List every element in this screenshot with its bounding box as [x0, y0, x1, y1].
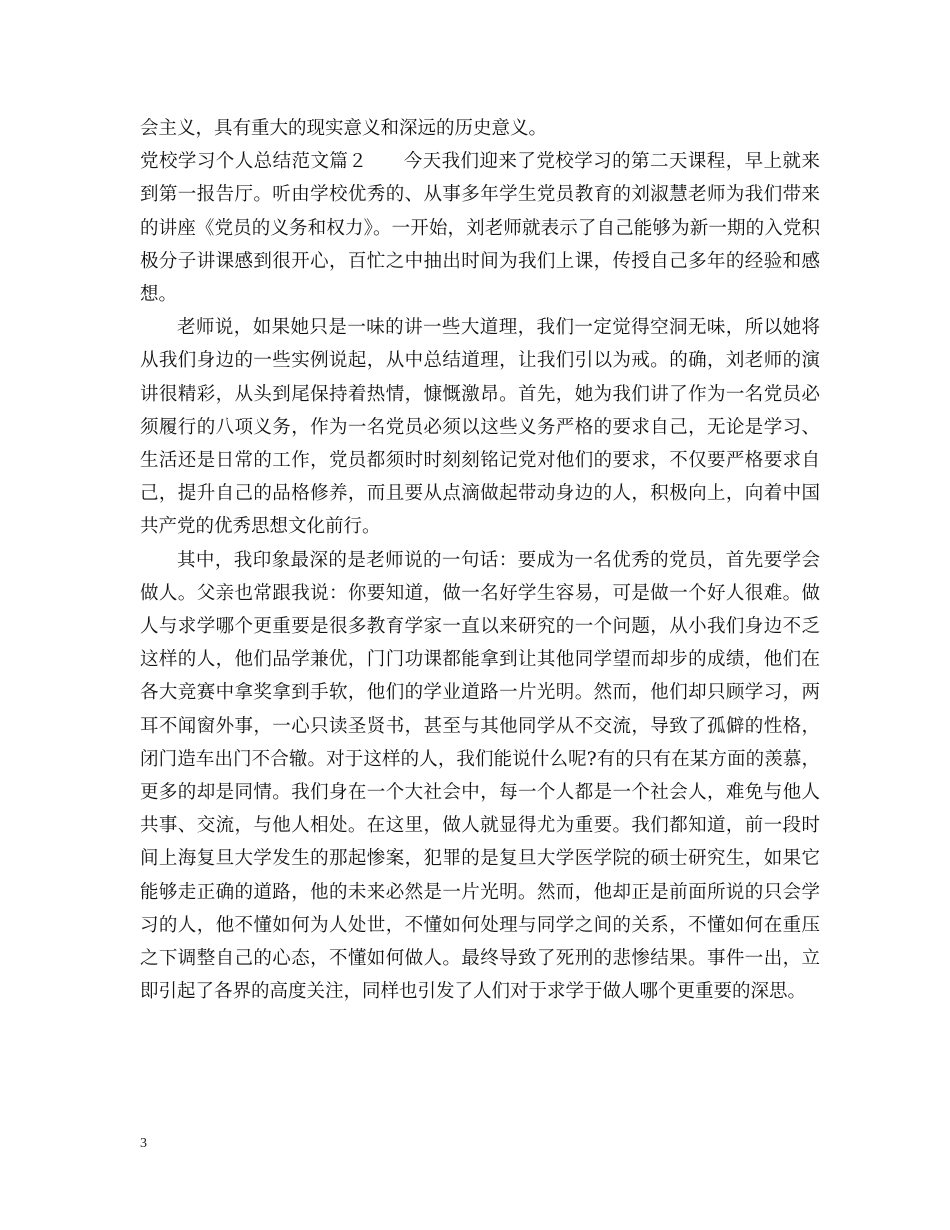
paragraph-continuation: 会主义，具有重大的现实意义和深远的历史意义。: [140, 118, 548, 139]
section-intro: 今天我们迎来了党校学习的第二天课程，早上就来到第一报告厅。听由学校优秀的、从事多年学生党员教育的刘淑慧老师为我们带来的讲座《党员的义务和权力》。一开始，刘老师就表示了自己能够为新一期的入党积极分子讲课感到很开心，百忙之中抽出时间为我们上课，传授自己多年的经验和感想。: [140, 151, 820, 306]
paragraph-teacher: 老师说，如果她只是一味的讲一些大道理，我们一定觉得空洞无味，所以她将从我们身边的一些实例说起，从中总结道理，让我们引以为戒。的确，刘老师的演讲很精彩，从头到尾保持着热情，慷慨激昂。首先，她为我们讲了作为一名党员必须履行的八项义务，作为一名党员必须以这些义务严格的要求自己，无论是学习、生活还是日常的工作，党员都须时时刻刻铭记党对他们的要求，不仅要严格要求自己，提升自己的品格修养，而且要从点滴做起带动身边的人，积极向上，向着中国共产党的优秀思想文化前行。: [140, 317, 820, 538]
section-paragraph: [140, 145, 820, 311]
section-heading: 党校学习个人总结范文篇２: [140, 151, 368, 173]
paragraph-impression: 其中，我印象最深的是老师说的一句话：要成为一名优秀的党员，首先要学会做人。父亲也常跟我说：你要知道，做一名好学生容易，可是做一个好人很难。做人与求学哪个更重要是很多教育学家一直以来研究的一个问题，从小我们身边不乏这样的人，他们品学兼优，门门功课都能拿到让其他同学望而却步的成绩，他们在各大竞赛中拿奖拿到手软，他们的学业道路一片光明。然而，他们却只顾学习，两耳不闻窗外事，一心只读圣贤书，甚至与其他同学从不交流，导致了孤僻的性格，闭门造车出门不合辙。对于这样的人，我们能说什么呢?有的只有在某方面的羡慕，更多的却是同情。我们身在一个大社会中，每一个人都是一个社会人，难免与他人共事、交流，与他人相处。在这里，做人就显得尤为重要。我们都知道，前一段时间上海复旦大学发生的那起惨案，犯罪的是复旦大学医学院的硕士研究生，如果它能够走正确的道路，他的未来必然是一片光明。然而，他却正是前面所说的只会学习的人，他不懂如何为人处世，不懂如何处理与同学之间的关系，不懂如何在重压之下调整自己的心态，不懂如何做人。最终导致了死刑的悲惨结果。事件一出，立即引起了各界的高度关注，同样也引发了人们对于求学于做人哪个更重要的深思。: [140, 549, 820, 1003]
document-body: [140, 112, 820, 1008]
page-number: 3: [140, 1136, 147, 1151]
